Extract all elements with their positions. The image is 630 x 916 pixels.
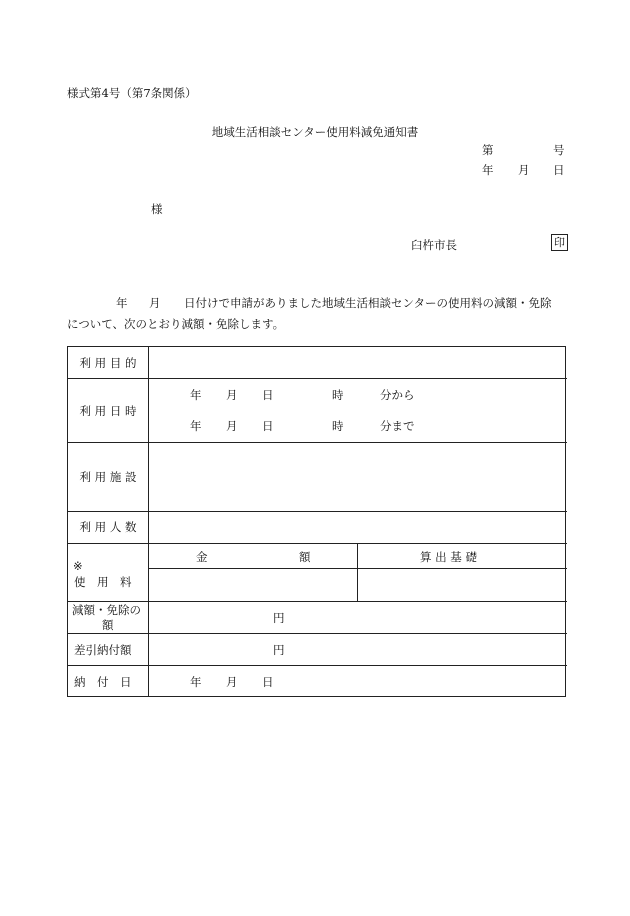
- amount-header-first: 金: [196, 550, 208, 564]
- payment-label: 納 付 日: [74, 675, 132, 689]
- doc-number-prefix: 第: [482, 143, 494, 157]
- to-year: 年: [190, 419, 202, 433]
- body-month: 月: [149, 296, 161, 310]
- row-divider: [68, 665, 567, 666]
- column-divider: [357, 543, 358, 601]
- body-text-line1: 日付けで申請がありました地域生活相談センターの使用料の減額・免除: [184, 296, 552, 310]
- row-divider: [68, 601, 567, 602]
- reduction-label-line2: 額: [102, 618, 114, 632]
- amount-header-second: 額: [299, 550, 311, 564]
- purpose-label: 利 用 目 的: [79, 356, 137, 370]
- document-title: 地域生活相談センター使用料減免通知書: [211, 125, 419, 139]
- payment-month: 月: [226, 675, 238, 689]
- net-unit: 円: [273, 643, 285, 657]
- to-month: 月: [226, 419, 238, 433]
- to-day: 日: [262, 419, 274, 433]
- issue-date-day: 日: [553, 163, 565, 177]
- body-year: 年: [116, 296, 128, 310]
- payment-day: 日: [262, 675, 274, 689]
- fee-label: 使 用 料: [74, 575, 132, 589]
- from-hour: 時: [332, 388, 344, 402]
- row-divider: [68, 633, 567, 634]
- body-text-line2: について、次のとおり減額・免除します。: [67, 317, 285, 331]
- column-divider: [148, 347, 149, 696]
- fee-note-mark: ※: [73, 559, 83, 573]
- from-month: 月: [226, 388, 238, 402]
- row-divider: [68, 511, 567, 512]
- form-number: 様式第4号（第7条関係）: [67, 86, 197, 100]
- to-hour: 時: [332, 419, 344, 433]
- to-minute-suffix: 分まで: [380, 419, 415, 433]
- row-divider: [68, 543, 567, 544]
- row-divider: [68, 442, 567, 443]
- from-year: 年: [190, 388, 202, 402]
- issuer-name: 臼杵市長: [411, 238, 457, 252]
- facility-label: 利 用 施 設: [79, 470, 137, 484]
- issue-date-month: 月: [518, 163, 530, 177]
- addressee-honorific: 様: [151, 202, 163, 216]
- from-day: 日: [262, 388, 274, 402]
- reduction-label-line1: 減額・免除の: [72, 603, 141, 617]
- doc-number-suffix: 号: [553, 143, 565, 157]
- seal-mark: 印: [551, 234, 568, 251]
- row-divider: [68, 378, 567, 379]
- payment-year: 年: [190, 675, 202, 689]
- detail-table: [67, 346, 566, 697]
- basis-header: 算 出 基 礎: [420, 550, 477, 564]
- reduction-unit: 円: [273, 611, 285, 625]
- people-label: 利 用 人 数: [79, 520, 137, 534]
- from-minute-suffix: 分から: [380, 388, 415, 402]
- issue-date-year: 年: [482, 163, 494, 177]
- net-label: 差引納付額: [74, 643, 132, 657]
- datetime-label: 利 用 日 時: [79, 404, 137, 418]
